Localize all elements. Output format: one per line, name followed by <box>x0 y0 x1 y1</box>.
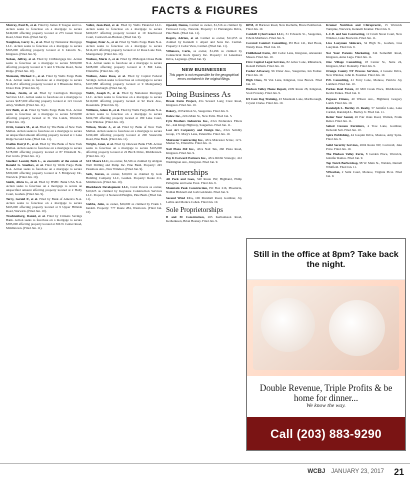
listing-entry <box>86 126 162 142</box>
listing-entry <box>326 61 402 69</box>
listing-name: Catskill CyberCasket LLC, <box>246 32 285 37</box>
listing-text: 40 Wilson Ave., Highland, Gregory Lamb. Filed Jan. 10. <box>326 96 402 105</box>
listing-name: Orr Built, et al. <box>6 108 29 113</box>
listing-text: Filed by Wells Financial LLC. Action seeks to foreclose on a mortgage to secure $260,657 affecting property located at 19 Knollwood Court, Cornwall-on-Hudson. (Filed Jan. 9). <box>86 24 162 39</box>
listing-text: PO Box 141, Red Hook, Wendy Rose. Filed Jan. 10. <box>246 41 322 50</box>
listing-text: d/b/a Nail Tek, 260 Plaza Road, Kingston. Filed Jan. 9. <box>166 146 242 155</box>
listing-name: Trachtenberg, Daniel, et al. <box>6 214 46 219</box>
listing-text: as owner, $1,296 as claimed by Connecticut Rock Quarry Inc. Property: 14 Lakeshore Drive, Lagrange. (Filed Jan. 9). <box>166 49 242 62</box>
listing-name: VPicotlan, <box>326 170 341 175</box>
listing-text: 265 Kerhonkson Road, Kerhonkson, Brian Heaney. Filed Jan. 9. <box>166 215 242 224</box>
listing-entry <box>246 33 322 41</box>
listing-text: Filed by Capital Federal Savings. Action seeks to foreclose on a mortgage to secure $167,888 affecting property located at 9 Montgomery Road, Newburgh. (Filed Jan. 9). <box>86 74 162 90</box>
listing-text: Filed by Wells Fargo Bank N.A. Action seeks to foreclose on a mortgage to secure $300,600 affecting property located at 5 Bridgeway Dr., Warwick. (Filed Jan. 10). <box>6 163 82 179</box>
new-businesses-note: This paper is not responsible for the geographical errors contained in the original filings. <box>169 73 239 81</box>
listing-name: Blackhawk Development LLC, <box>86 185 130 190</box>
listing-text: 41 Ferry Lane, Monroe, Patricia Joy Lambert. Filed Jan. 10. <box>326 78 402 87</box>
listing-name: One Village Consulting, <box>326 59 363 64</box>
listing-name: Niemann, Michael C., et al. <box>6 74 45 79</box>
listing-entry <box>166 129 242 137</box>
listing-name: First Capital Legal Services, <box>246 59 286 64</box>
listing-name: Reiter Your Sound, <box>326 115 354 120</box>
listing-entry <box>246 24 322 32</box>
page-footer <box>0 463 410 480</box>
listing-entry <box>6 160 82 180</box>
listing-entry <box>6 181 82 197</box>
ad-phone[interactable]: Call (203) 883-9290 <box>247 417 405 450</box>
listing-text: 31 Edwards St., Saugerties, Edwin Matthews. Filed Jan. 9. <box>246 32 322 41</box>
listing-text: 34 High St., Goshen, Lisa Louyman. Filed Jan. 9. <box>326 41 402 50</box>
listing-entry <box>326 98 402 106</box>
listing-name: Brook Farm Project, <box>166 99 197 104</box>
listing-name: Fyfe Brothers Industries Inc., <box>166 119 209 124</box>
listing-entry <box>6 198 82 214</box>
listing-text: 106 Marshall Road, Gardiner, Jay Lethra and Monica Cohen. Filed Jan. 10. <box>166 195 242 204</box>
listing-text: Carmel as owner, $11,055 as claimed by Kenneth J. Alpert and Sons Inc. Carmel. Property: 2 Cedar View, Carmel. (Filed Jan. 11). <box>166 36 242 48</box>
new-businesses-box <box>166 63 242 85</box>
listing-entry <box>86 24 162 40</box>
page-number: 21 <box>393 467 404 477</box>
listing-name: Seth, Steven, <box>86 172 105 177</box>
listing-entry <box>326 153 402 161</box>
listing-name: Ortiz, Genera M., et al. <box>6 125 39 130</box>
listing-entry <box>326 134 402 142</box>
listing-name: Naughton, Garry G., et al. <box>6 40 43 45</box>
listing-entry <box>86 109 162 125</box>
listing-entry <box>246 79 322 87</box>
listing-name: Opeskil, Donna, <box>166 24 189 27</box>
listing-name: Webb, Joseph E., et al. <box>86 91 121 96</box>
listing-name: Nelson, Justin, et al. <box>6 91 38 96</box>
listing-text: 20 Mill Creek Place, Middletown, Kevin Parkes. Filed Jan. 9. <box>326 87 402 96</box>
listing-entry <box>326 24 402 32</box>
issue-date: JANUARY 23, 2017 <box>331 469 384 475</box>
listing-entry <box>326 79 402 87</box>
listing-text: Filed by Citizens Savings Bank. Action seeks to foreclose on a mortgage to secure $385,000 affecting property located at 366 N. Center Road, Middletown. (Filed Jan. 11). <box>6 214 82 230</box>
publication-name: WCBJ <box>307 469 326 475</box>
listing-text: 98 W. Main St., Walden, Darnell Whitfield. Filed Jan. 11. <box>326 161 402 169</box>
listing-name: Pay It Forward Partners Inc., <box>166 155 208 160</box>
listing-name: Lost Art Carpentry and Design Inc., <box>166 128 222 133</box>
listing-text: d/b/a Endurance Filters Inc., 444 Kings Highway, Saugerties. Filed Jan. 11. <box>166 119 242 128</box>
col4-entries <box>246 24 322 105</box>
column-4 <box>246 24 322 238</box>
listing-name: Wallace, Anna Rosa, et al. <box>86 74 126 79</box>
listing-entry <box>6 126 82 142</box>
listing-entry <box>246 52 322 60</box>
ad-tagline <box>247 376 405 416</box>
listing-text: 222a Main St., New Paltz. Filed Jan. 5. <box>182 113 233 118</box>
listing-name: Smelkov Leonid, Beth L., as executrix of the estate of Ronald G. Smelkov, et al. <box>6 159 82 168</box>
listing-entry <box>6 41 82 57</box>
listing-entry <box>166 37 242 49</box>
listing-text: Filed by Nationstar Mortgage LLC. Action seeks to foreclose on a mortgage to secure $365,000 affecting property located at 6 Lincoln St., Kingston. (Filed Jan. 9). <box>6 40 82 56</box>
listing-text: Filed by Bank of New York Mellon. Action seeks to foreclose on a mortgage to secure $190,400 affecting property located at 200 Stoneville Road, Pine Bush. (Filed Jan. 11). <box>86 125 162 141</box>
listing-name: Top Notch Barbershop, <box>326 161 359 166</box>
listing-entry <box>6 143 82 159</box>
listing-text: Filed by Nationstar Mortgage LLC. Action seeks to foreclose on a mortgage to secure $210,000 affecting property located at 92 Rock Ave., Rosendale. (Filed Jan. 9). <box>86 91 162 107</box>
listing-entry <box>326 42 402 50</box>
col3-entries <box>166 24 242 62</box>
listing-name: RPM, <box>246 24 255 27</box>
listing-name: Hudson Valley Home Repair, <box>246 87 287 92</box>
listing-name: Wilson, Nicole J., et al. <box>86 125 121 130</box>
listing-name: Wagner, Peter A., et al. <box>86 40 119 45</box>
listing-entry <box>6 215 82 231</box>
listing-name: Kramer Nutrition and Chiropractic, <box>326 24 382 27</box>
listing-name: Pegasus Fitness, <box>326 96 350 101</box>
section-sole: Sole Proprietorships <box>166 206 223 215</box>
listing-entry <box>86 41 162 57</box>
listing-entry <box>166 187 242 195</box>
listing-name: Spire Publishing, <box>326 133 350 138</box>
listing-entry <box>246 61 322 69</box>
listing-entry <box>166 50 242 62</box>
listing-entry <box>166 197 242 205</box>
listing-name: Nail Plaza 360 Inc., <box>166 146 196 151</box>
listing-entry <box>246 98 322 106</box>
listing-entry <box>86 203 162 215</box>
listing-text: 344 Somerhill Road, Kingston, Anna Lugo. Filed Jan. 11. <box>326 50 402 59</box>
dinner-plate-icon <box>329 300 385 356</box>
listing-text: 2209 Route 28, Kingston, Scott Frawley. Filed Jan. 9. <box>246 87 322 96</box>
listing-text: 26 Fair Oaks Road, Walden, Frank Reiter. Filed Jan. 11. <box>326 115 402 123</box>
listing-name: Smith, Alicia G., et al. <box>6 180 38 185</box>
listing-text: Filed by The Bank of New York Mellon. Action seeks to foreclose on a mortgage to secure $178,000 affecting property located at 87 Elizabeth St., Port Jervis. (Filed Jan. 11). <box>6 142 82 158</box>
listing-name: Fosher Advocacy, <box>246 69 271 74</box>
listing-text: Filed by Bank of America N.A. Action seeks to foreclose on a mortgage to secure $263,000 affecting property located at 9 Upper Hillside Road, Warwick. (Filed Jan. 10). <box>6 197 82 213</box>
listing-name: Murray, Paul B., et al. <box>6 24 38 27</box>
listing-entry <box>326 107 402 115</box>
listing-name: Malcaster Contracting Inc., <box>166 137 204 142</box>
listing-name: Fiddlehead Farm, <box>246 50 271 55</box>
listing-text: 39 Van Lane, Kingston, Lisa Brown. Filed Jan. 10. <box>246 78 322 87</box>
listing-text: 45 Barlowe Road, New Rochelle, Bruce Pemberton. Filed Jan. 10. <box>246 24 322 31</box>
listing-text: Filed by James P. Teague and Co. Action seeks to foreclose on a mortgage to secure $249,600 affecting property located at 275 Green Street Road, Ulster Park. (Filed Jan 9). <box>6 24 82 39</box>
listing-text: 490 Cedar Lane, Kingston, Alexander Mason. Filed Jan. 10. <box>246 50 322 59</box>
listing-name: SCI Moore LLC, <box>86 159 110 164</box>
ad-headline: Still in the office at 8pm? Take back the night. <box>247 239 405 280</box>
listing-entry <box>86 58 162 74</box>
listing-text: Filed by HSBC Bank USA N.A. Action seeks to foreclose on a mortgage to secure an unspecified amount affecting property located at 2 Holly Court, Goshen. (Filed Jan. 9). <box>6 180 82 196</box>
listing-entry <box>166 178 242 186</box>
listing-text: 44 Joaquin Drive, Monroe, Amy Spire. Filed Jan. 9. <box>326 133 402 142</box>
listing-name: Valler, Jean-Paul, et al. <box>86 24 120 27</box>
listing-entry <box>326 116 402 124</box>
listing-name: Second Wind CCs, <box>166 195 194 200</box>
listing-text: Carol Powers as owner, $10,025 as claimed by Keystone Construction Services LLC. Property: 4 Stonewall Heights, Pine Bush. (Filed Jan. 11). <box>86 185 162 202</box>
listing-entry <box>326 70 402 78</box>
listing-text: Filed by The Bank of New York Mellon. Action seeks to foreclose on a mortgage to secure an unspecified amount affecting property located at 1 Lake Ridge Second Lane. (Filed Jan. 11). <box>6 125 82 141</box>
listing-name: Osellus Darryl E., et al. <box>6 142 39 147</box>
listing-entry <box>166 157 242 165</box>
listing-text: as owner, $10,001 as claimed by Gale Building Company LLC, Goshen. Property: Route 211, Middletown. (Filed Jan. 10). <box>86 172 162 185</box>
listing-name: Randolph L. Bartley Jr. Realty, <box>326 105 371 110</box>
listing-entry <box>326 171 402 179</box>
listing-entry <box>166 216 242 224</box>
listing-entry <box>6 24 82 40</box>
new-businesses-heading: NEW BUSINESSES <box>181 67 227 73</box>
listing-text: 2604 Route 9W, Cornwall, Jake Price. Filed Jan. 10. <box>326 142 402 151</box>
listing-text: Carmel as owner, $1,516 as claimed by Fenwood Corp., Newark. Property: 11 Pietrangelo Drive, Pine Bush. (Filed Jan. 11). <box>166 24 242 35</box>
col1-entries <box>6 24 82 231</box>
listing-entry <box>86 143 162 159</box>
listing-entry <box>6 109 82 125</box>
listing-entry <box>326 88 402 96</box>
listing-text: as owner, $26,000 as claimed by Frank J. Iandoli. Property: 777 Route 284, Westtown. (Filed Jan. 10). <box>86 202 162 215</box>
listing-entry <box>6 75 82 91</box>
listing-text: Filed by CitiMortgage Inc. Action seeks to foreclose on a mortgage to secure $500,000 affecting property located at 5 and 6 Thorne Road, Stone Ridge. (Filed Jan. 10). <box>6 57 82 73</box>
listing-entry <box>86 173 162 185</box>
dinner-plate-icon <box>261 298 315 352</box>
listing-entry <box>166 120 242 128</box>
listing-name: Terry, Gerald P., et al. <box>6 197 39 202</box>
listing-text: Filed by JPMorgan Chase Bank N.A. Action seeks to foreclose on a mortgage to secure $208,000 affecting property located at 3 Bill Lane, Ellenville. (Filed Jan. 10). <box>86 57 162 73</box>
ad-tagline-1: Double Revenue, Triple Profits & be home for dinner... <box>259 382 393 403</box>
listing-name: Nelson, Jeffrey, et al. <box>6 57 36 62</box>
listing-text: 340 Route 9W, Highland, Philip Pellegrino and Gene Frost. Filed Jan. 9. <box>166 177 242 186</box>
listing-entry <box>6 92 82 108</box>
listing-text: d/b/a Solidity Group, 171 Mary's Lane, Palenville. Filed Jan. 10. <box>166 128 242 137</box>
listing-name: L.C.B. and Son Contracting, <box>326 32 366 37</box>
listing-entry <box>326 144 402 152</box>
page-header <box>0 0 410 23</box>
ad-tagline-2: We know the way. <box>306 402 346 409</box>
listing-name: PJL Consulting, <box>326 78 349 83</box>
listing-text: Filed by Wells Fargo Bank N.A. Action seeks to foreclose on a mortgage to secure $214,431 affecting property located at 3 Bluestone Drive, Ulster Park. (Filed Jan. 9). <box>6 74 82 90</box>
col2-entries-after <box>86 160 162 215</box>
ad-photo <box>247 280 405 376</box>
listing-text: Filed by Carrington Mortgage Services LLC. Action seeks to foreclose on a mortgage to secure $187,000 affecting property located at 121 Crown Alley, Wallkill. (Filed Jan. 11). <box>6 91 82 107</box>
listing-text: 57 Jennifer Lane, Lake Carmel, Randolph L. Bartley Jr. Filed Jan. 11. <box>326 105 402 114</box>
listing-name: Salted Custom Furniture, <box>326 124 365 129</box>
listing-name: Bakery, <box>166 108 177 113</box>
listing-entry <box>326 33 402 41</box>
listing-name: B and M Construction, <box>166 215 205 220</box>
listing-text: 12 Crush Street Court, New Windsor, Luke Bostwick. Filed Jan. 11. <box>326 32 402 41</box>
listing-entry <box>86 186 162 202</box>
listing-name: Villanova, Carlo, <box>166 49 191 54</box>
listing-text: 4 Tree Lane, Gardiner, Deborah Salt. Filed Jan. 10. <box>326 124 402 133</box>
dba-entries <box>166 100 242 164</box>
listing-text: no owner, $2,526 as claimed by Aldgate Well Drilling and Pump Inc. Pine Bush. Property: 245 Passmore Ave., New Windsor. (Filed Jan. 9). <box>86 159 162 171</box>
listing-name: The Hudson Valley Farm, <box>326 151 365 156</box>
listing-name: Parkes Real Estate, <box>326 87 354 92</box>
listing-name: Williams, Adam R., et al. <box>86 108 120 113</box>
listing-name: K9 Care Dog Training, <box>246 96 278 101</box>
listing-name: Wallace, Marie J., et al. <box>86 57 120 62</box>
listing-name: Mountain Peak Construction, <box>166 186 208 191</box>
listing-entry <box>86 75 162 91</box>
listing-name: Not Your Parents Marketing, <box>326 50 371 55</box>
listing-text: 4 Greene Drive, New Windsor, John R. Fournier. Filed Jan. 10. <box>326 69 402 77</box>
column-5 <box>326 24 402 238</box>
listing-text: 15 Warwick Turnpike, Warwick, Kenneth Kramer. Filed Jan. 9. <box>326 24 402 31</box>
listing-text: Filed by Wells Fargo Bank N.A. Action seeks to foreclose on a mortgage to secure $214,415 affecting property located at 12 Rose Lane East, Montgomery. (Filed Jan. 10). <box>86 40 162 56</box>
listing-name: All Pack and Goes, <box>166 177 195 182</box>
listing-text: 19 Partition St., Saugerties. Filed Jan. 9. <box>177 108 229 113</box>
listing-text: 18 Center St., Suite 24, Kingston, Marc Donnelly. Filed Jan. 9. <box>326 59 402 68</box>
listing-entry <box>86 92 162 108</box>
col5-entries <box>326 24 402 179</box>
listing-text: d/b/a Malcaster Scitec, 12 S. Market St., Ellenville. Filed Jan. 11. <box>166 137 242 146</box>
listing-text: 8 Garden Place, Warwick, Jennifer Ramos. Filed Jan. 9. <box>326 151 402 160</box>
listing-text: Filed by Wells Fargo Bank N.A. Action seeks to foreclose on a mortgage to secure $262,700 affecting property located at 180 Lake Court, New Windsor. (Filed Jan. 10). <box>86 108 162 124</box>
listing-text: 82 Arbor Lane, Rhinebeck, Ronald Pelham. Filed Jan. 10. <box>246 59 322 68</box>
listing-entry <box>86 160 162 172</box>
listing-name: Dalow Inc., <box>166 113 182 118</box>
listing-text: Filed by Wells Fargo Bank N.A. Action seeks to foreclose on a mortgage to secure $150,000 affecting property located at 31 Vaa Lands, Warwick. (Filed Jan. 10). <box>6 108 82 124</box>
listing-name: Orange County NY Process Services, <box>326 69 379 74</box>
listing-entry <box>326 125 402 133</box>
listing-name: Rogers, Adrian, et al. <box>166 36 199 41</box>
sponsor-ad[interactable] <box>246 238 406 451</box>
listing-entry <box>326 162 402 170</box>
column-2 <box>86 24 162 469</box>
listing-entry <box>166 100 242 108</box>
listing-name: High Class, <box>246 78 263 83</box>
listing-text: d/b/a Ribbit Strategic, 412 Washington Ave., Kingston. Filed Jan. 9. <box>166 155 242 164</box>
listing-name: Stebbe, John, <box>86 202 105 207</box>
listing-text: 2 Saint Court, Monroe, Virginia Picot. Filed Jan. 9. <box>326 170 402 179</box>
column-3 <box>166 24 242 469</box>
listing-entry <box>246 70 322 78</box>
listing-name: Wright, Janet, et al. <box>86 142 114 147</box>
listing-text: PO Box 216, Phoenicia, Nathan Bicknell and Josh Goldstein. Filed Jan. 9. <box>166 186 242 195</box>
listing-text: Filed by Onewest Bank FSB. Action seeks to foreclose on a mortgage to secure $165,000 affecting property located at 22 Birch Drive, Middletown. (Filed Jan. 11). <box>86 142 162 158</box>
col2-entries <box>86 24 162 159</box>
listing-name: Lisa Louyman Skincare, <box>326 41 362 46</box>
partnership-entries <box>166 178 242 204</box>
listing-entry <box>166 148 242 156</box>
listing-entry <box>246 42 322 50</box>
listing-text: 96 Ulster Ave., Saugerties, Ian Fosher. Filed Jan. 10. <box>246 69 322 77</box>
column-1 <box>6 24 82 469</box>
listing-text: 43 Mountain Lane, Marlborough, Crystal Clarke. Filed Jan. 10. <box>246 96 322 105</box>
listing-entry <box>246 88 322 96</box>
listing-name: Solid Security Services, <box>326 142 359 147</box>
listing-entry <box>166 24 242 36</box>
section-dba: Doing Business As <box>166 88 231 99</box>
listing-text: 45a Seward Long Crest Road, Kingston. Filed Jan. 10. <box>166 99 242 108</box>
section-partnerships: Partnerships <box>166 166 209 177</box>
listing-entry <box>6 58 82 74</box>
listing-entry <box>166 139 242 147</box>
listing-name: Covered Comfort Consulting, <box>246 41 288 46</box>
page-title: FACTS & FIGURES <box>151 5 259 17</box>
sole-entries <box>166 216 242 224</box>
listing-entry <box>326 52 402 60</box>
